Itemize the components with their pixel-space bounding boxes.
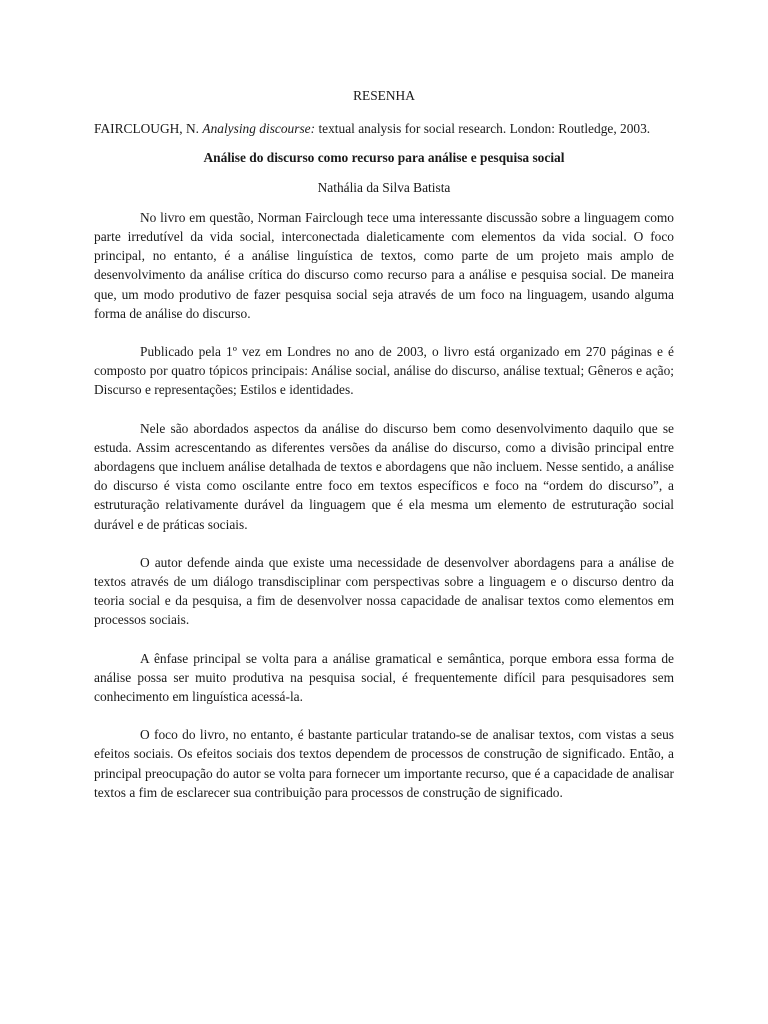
reference-details: textual analysis for social research. London: Routledge, 2003.: [318, 121, 651, 137]
body-paragraph-4: O autor defende ainda que existe uma necessidade de desenvolver abordagens para a análise de textos através de um diálogo transdisciplinar com perspectivas sobre a linguagem e o discurso dentro da teoria social e da pesquisa, a fim de desenvolver nossa capacidade de analisar textos como elementos em processos sociais.: [94, 554, 674, 628]
review-subtitle: Análise do discurso como recurso para análise e pesquisa social: [203, 150, 565, 166]
bibliographic-reference: [94, 119, 674, 138]
reference-book-title: Analysing discourse:: [202, 121, 316, 137]
document-heading: RESENHA: [353, 88, 415, 103]
document-page: [94, 86, 674, 821]
body-paragraph-2: Publicado pela 1º vez em Londres no ano de 2003, o livro está organizado em 270 páginas e é composto por quatro tópicos principais: Análise social, análise do discurso, análise textual; Gêneros e ação; Discurso e representações; Estilos e identidades.: [94, 344, 674, 398]
body-paragraph-3: Nele são abordados aspectos da análise do discurso bem como desenvolvimento daquilo que se estuda. Assim acrescentando as diferentes versões da análise do discurso, como a divisão principal entre abordagens que incluem análise detalhada de textos e abordagens que não incluem. Nesse sentido, a análise do discurso é vista como oscilante entre foco em textos específicos e foco na “ordem do discurso”, a estruturação relativamente durável da linguagem que é ela mesma um elemento de estruturação social durável e de práticas sociais.: [94, 420, 674, 532]
body-paragraph-1: No livro em questão, Norman Fairclough tece uma interessante discussão sobre a linguagem como parte irredutível da vida social, interconectada dialeticamente com elementos da vida social. O foco principal, no entanto, é a análise linguística de textos, como parte de um projeto mais amplo de desenvolvimento da análise crítica do discurso como recurso para a análise e pesquisa social. De maneira que, um modo produtivo de fazer pesquisa social seja através de um foco na linguagem, usando alguma forma de análise do discurso.: [94, 209, 674, 321]
body-paragraph-5: A ênfase principal se volta para a análise gramatical e semântica, porque embora essa forma de análise possa ser muito produtiva na pesquisa social, é frequentemente difícil para pesquisadores sem conhecimento em linguística acessá-la.: [94, 650, 674, 705]
body-paragraph-6: O foco do livro, no entanto, é bastante particular tratando-se de analisar textos, com vistas a seus efeitos sociais. Os efeitos sociais dos textos dependem de processos de construção de significado. Então, a principal preocupação do autor se volta para fornecer um importante recurso, que é a capacidade de analisar textos a fim de esclarecer sua contribuição para processos de construção de significado.: [94, 727, 674, 800]
reference-author: FAIRCLOUGH, N.: [94, 121, 200, 137]
reviewer-name: Nathália da Silva Batista: [317, 179, 451, 195]
